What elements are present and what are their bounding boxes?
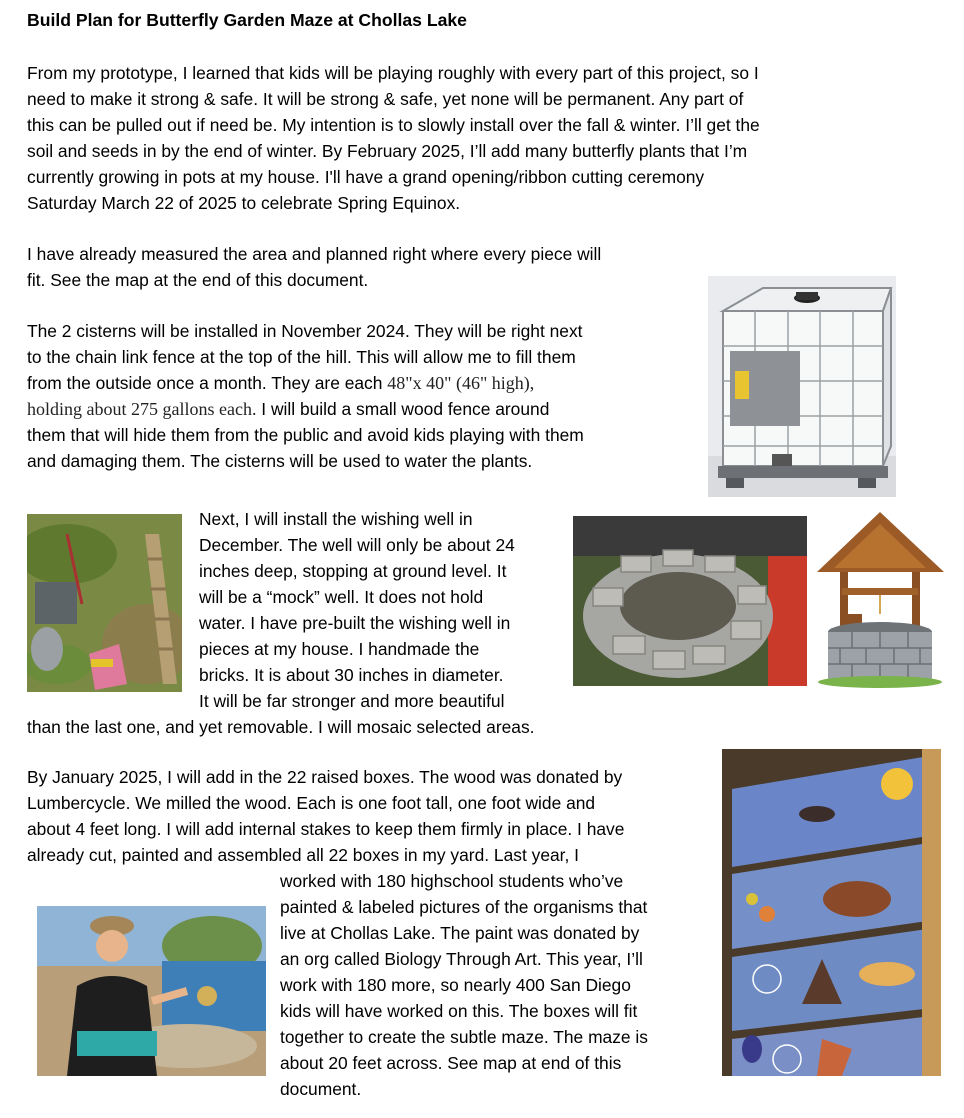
well-parts-ground-photo: [27, 514, 182, 692]
paragraph-intro: [27, 60, 760, 216]
text-line: than the last one, and yet removable. I will mosaic selected areas.: [27, 717, 535, 737]
text-line: Next, I will install the wishing well in: [199, 509, 473, 529]
text-line: Lumbercycle. We milled the wood. Each is one foot tall, one foot wide and: [27, 793, 596, 813]
text-line: painted & labeled pictures of the organisms that: [280, 897, 648, 917]
text-line: The 2 cisterns will be installed in November 2024. They will be right next: [27, 321, 583, 341]
wishing-well-illustration: [812, 510, 952, 692]
painted-boxes-photo: [722, 749, 941, 1076]
text-line: need to make it strong & safe. It will be strong & safe, yet none will be permanent. Any part of: [27, 89, 744, 109]
text-line: I have already measured the area and planned right where every piece will: [27, 244, 602, 264]
painting-box-photo: [37, 906, 266, 1076]
cistern-dimensions: 48"x 40" (46" high),: [387, 373, 535, 393]
text-segment: from the outside once a month. They are each: [27, 373, 388, 393]
text-line: this can be pulled out if need be. My intention is to slowly install over the fall & winter. I’ll get the: [27, 115, 760, 135]
text-line: kids will have worked on this. The boxes will fit: [280, 1001, 638, 1021]
text-line: already cut, painted and assembled all 22 boxes in my yard. Last year, I: [27, 845, 579, 865]
paragraph-measure: [27, 241, 601, 293]
text-line: From my prototype, I learned that kids will be playing roughly with every part of this project, so I: [27, 63, 759, 83]
text-line: It will be far stronger and more beautiful: [199, 691, 505, 711]
paragraph-raised-boxes: [27, 764, 624, 868]
text-line: about 4 feet long. I will add internal stakes to keep them firmly in place. I have: [27, 819, 625, 839]
text-line: worked with 180 highschool students who’ve: [280, 871, 624, 891]
paragraph-students: [280, 868, 648, 1102]
text-line: and damaging them. The cisterns will be used to water the plants.: [27, 451, 533, 471]
text-line: water. I have pre-built the wishing well in: [199, 613, 511, 633]
text-line: currently growing in pots at my house. I'll have a grand opening/ribbon cutting ceremony: [27, 167, 705, 187]
text-line: them that will hide them from the public and avoid kids playing with them: [27, 425, 584, 445]
cistern-tank-photo: [708, 276, 896, 497]
text-segment: I will build a small wood fence around: [256, 399, 550, 419]
text-line: bricks. It is about 30 inches in diameter.: [199, 665, 504, 685]
text-line: together to create the subtle maze. The maze is: [280, 1027, 648, 1047]
text-line: will be a “mock” well. It does not hold: [199, 587, 484, 607]
paragraph-cisterns: [27, 318, 584, 474]
text-line: pieces at my house. I handmade the: [199, 639, 480, 659]
text-line: inches deep, stopping at ground level. It: [199, 561, 507, 581]
text-line: work with 180 more, so nearly 400 San Diego: [280, 975, 631, 995]
text-line: By January 2025, I will add in the 22 raised boxes. The wood was donated by: [27, 767, 623, 787]
text-line: an org called Biology Through Art. This year, I’ll: [280, 949, 643, 969]
paragraph-wishing-well: [199, 506, 515, 714]
text-line: [27, 370, 584, 396]
text-line: live at Chollas Lake. The paint was donated by: [280, 923, 640, 943]
document-title: Build Plan for Butterfly Garden Maze at Chollas Lake: [27, 10, 467, 30]
cistern-capacity: holding about 275 gallons each.: [27, 399, 257, 419]
text-line: Saturday March 22 of 2025 to celebrate Spring Equinox.: [27, 193, 461, 213]
stone-ring-photo: [573, 516, 807, 686]
text-line: [27, 396, 584, 422]
text-line: soil and seeds in by the end of winter. By February 2025, I’ll add many butterfly plants that I’m: [27, 141, 748, 161]
text-line: to the chain link fence at the top of the hill. This will allow me to fill them: [27, 347, 576, 367]
text-line: fit. See the map at the end of this document.: [27, 270, 369, 290]
text-line: about 20 feet across. See map at end of this: [280, 1053, 622, 1073]
text-line: December. The well will only be about 24: [199, 535, 515, 555]
text-line: document.: [280, 1079, 362, 1099]
